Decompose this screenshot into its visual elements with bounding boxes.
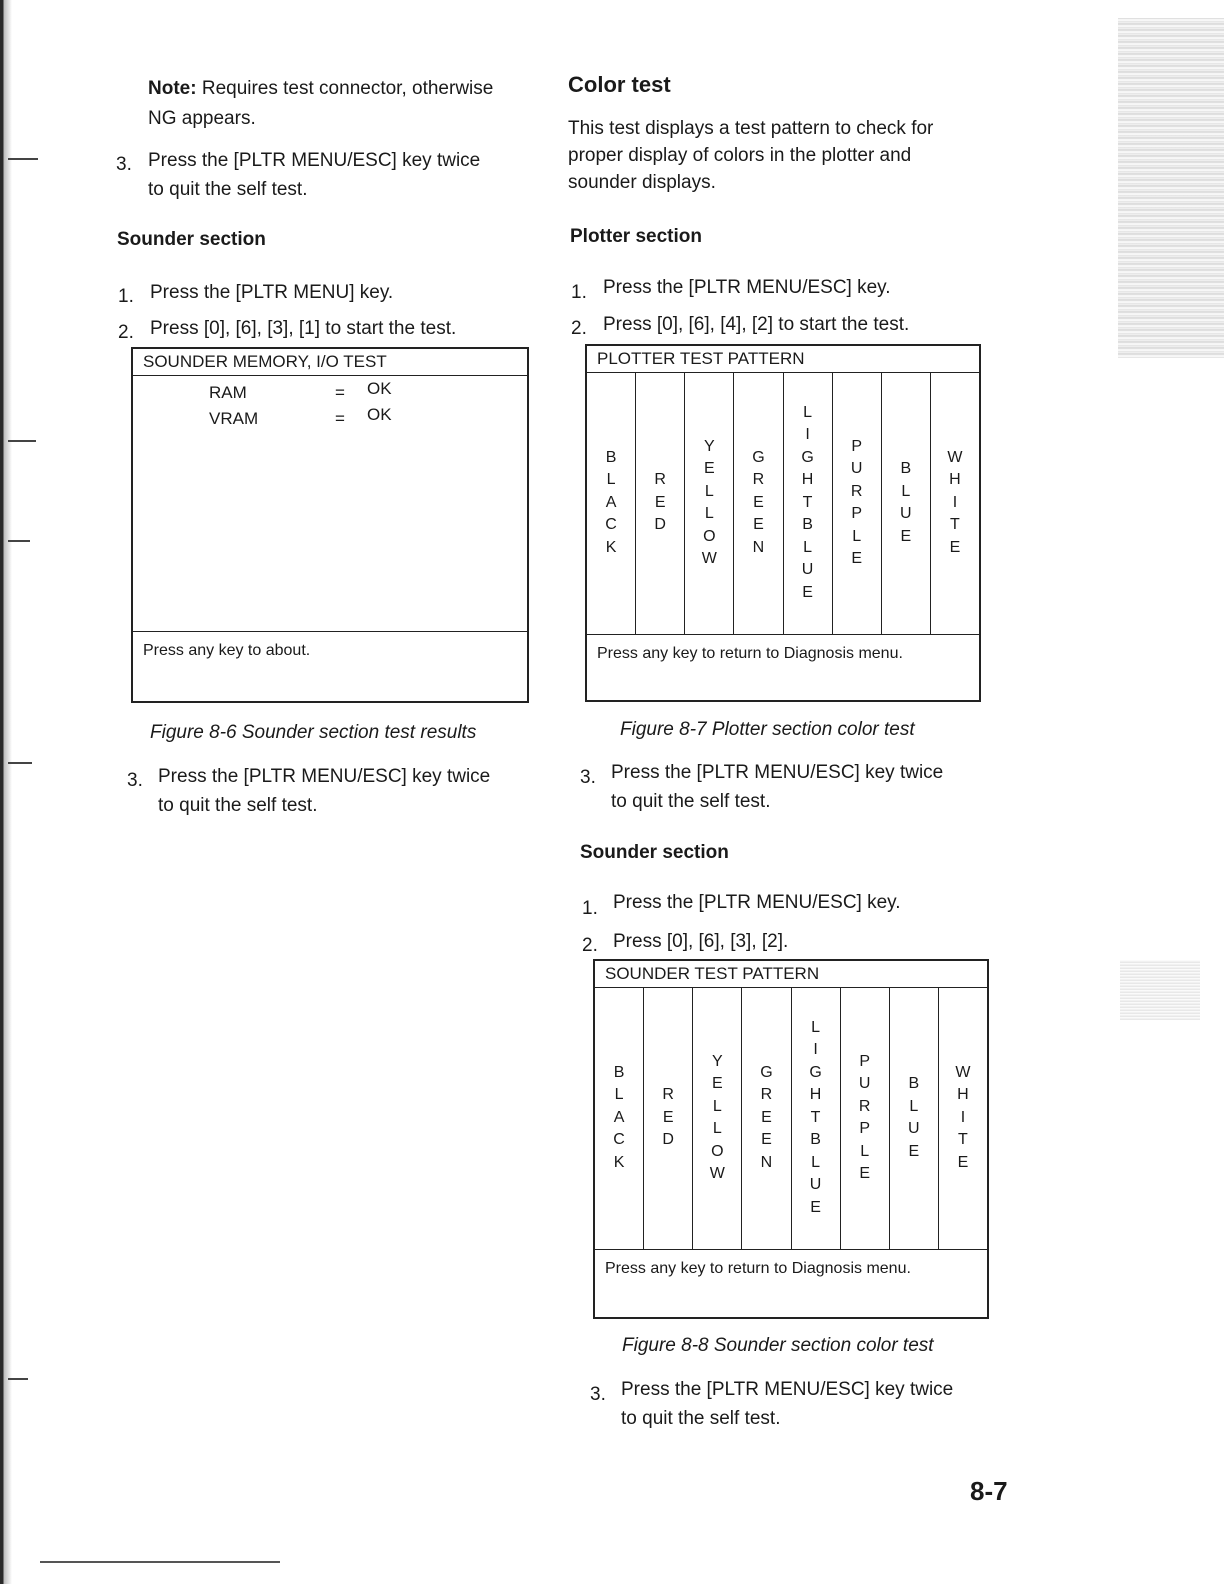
scan-mark bbox=[8, 158, 38, 160]
step-number: 3. bbox=[590, 1384, 606, 1405]
color-label: P U R P L E bbox=[858, 1052, 871, 1182]
screen-title: PLOTTER TEST PATTERN bbox=[587, 346, 979, 373]
scan-mark bbox=[8, 1378, 28, 1380]
note-text: Requires test connector, otherwise bbox=[196, 78, 494, 99]
mem-row-eq: = bbox=[335, 409, 345, 428]
step-text: Press the [PLTR MENU/ESC] key twice bbox=[621, 1379, 954, 1400]
mem-row-eq: = bbox=[335, 383, 345, 402]
step-text: Press the [PLTR MENU/ESC] key. bbox=[613, 892, 901, 913]
mem-row-name: RAM bbox=[209, 383, 247, 402]
scan-binding-edge bbox=[0, 0, 46, 1584]
step-number: 1. bbox=[582, 898, 598, 919]
step-number: 1. bbox=[571, 282, 587, 303]
color-column-lightblue bbox=[784, 372, 833, 634]
step-number: 2. bbox=[571, 318, 587, 339]
body-text: This test displays a test pattern to check for bbox=[568, 118, 934, 139]
color-column-purple bbox=[841, 987, 890, 1249]
step-number: 3. bbox=[116, 154, 132, 175]
section-heading: Sounder section bbox=[580, 842, 729, 863]
color-label: Y E L L O W bbox=[701, 437, 717, 567]
step-text: Press the [PLTR MENU/ESC] key twice bbox=[148, 150, 481, 171]
figure-caption: Figure 8-7 Plotter section color test bbox=[620, 719, 915, 740]
body-text: proper display of colors in the plotter and bbox=[568, 145, 912, 166]
step-number: 1. bbox=[118, 286, 134, 307]
color-label: G R E E N bbox=[760, 1063, 773, 1171]
color-label: R E D bbox=[662, 1086, 674, 1149]
color-column-lightblue bbox=[792, 987, 841, 1249]
color-label: W H I T E bbox=[955, 1063, 971, 1171]
color-label: P U R P L E bbox=[850, 437, 863, 567]
step-text: to quit the self test. bbox=[611, 791, 771, 812]
scan-mark bbox=[8, 540, 30, 542]
color-label: Y E L L O W bbox=[709, 1052, 725, 1182]
mem-row-value: OK bbox=[367, 405, 392, 424]
screen-title: SOUNDER MEMORY, I/O TEST bbox=[133, 349, 527, 376]
sounder-test-pattern-screen bbox=[593, 959, 989, 1319]
figure-caption: Figure 8-8 Sounder section color test bbox=[622, 1335, 934, 1356]
color-label: B L U E bbox=[908, 1075, 920, 1160]
sounder-memory-test-screen bbox=[131, 347, 529, 703]
step-text: to quit the self test. bbox=[621, 1408, 781, 1429]
step-text: to quit the self test. bbox=[148, 179, 308, 200]
page-number: 8-7 bbox=[970, 1476, 1008, 1506]
color-column-green bbox=[734, 372, 783, 634]
color-column-yellow bbox=[685, 372, 734, 634]
note-line bbox=[148, 74, 493, 103]
color-label: G R E E N bbox=[752, 448, 765, 556]
step-number: 2. bbox=[118, 322, 134, 343]
scan-noise-right bbox=[1118, 18, 1224, 358]
step-text: Press the [PLTR MENU] key. bbox=[150, 282, 394, 303]
color-column-blue bbox=[882, 372, 931, 634]
scan-noise-right bbox=[1120, 960, 1200, 1020]
section-heading: Plotter section bbox=[570, 226, 702, 247]
color-column-black bbox=[595, 987, 644, 1249]
screen-footer: Press any key to return to Diagnosis menu. bbox=[587, 634, 979, 700]
color-column-green bbox=[742, 987, 791, 1249]
step-text: Press the [PLTR MENU/ESC] key twice bbox=[158, 766, 491, 787]
step-number: 2. bbox=[582, 935, 598, 956]
mem-row-value: OK bbox=[367, 379, 392, 398]
scan-mark bbox=[8, 762, 32, 764]
step-text: Press the [PLTR MENU/ESC] key twice bbox=[611, 762, 944, 783]
color-column-black bbox=[587, 372, 636, 634]
note-label: Note: bbox=[148, 78, 197, 99]
color-column-blue bbox=[890, 987, 939, 1249]
screen-footer: Press any key to about. bbox=[133, 631, 527, 701]
step-text: Press [0], [6], [4], [2] to start the test. bbox=[603, 314, 910, 335]
section-heading: Sounder section bbox=[117, 229, 266, 250]
step-text: Press [0], [6], [3], [1] to start the test. bbox=[150, 318, 457, 339]
step-text: to quit the self test. bbox=[158, 795, 318, 816]
color-column-white bbox=[931, 372, 979, 634]
color-column-white bbox=[939, 987, 987, 1249]
figure-caption: Figure 8-6 Sounder section test results bbox=[150, 722, 477, 743]
color-columns bbox=[587, 372, 979, 634]
mem-row-name: VRAM bbox=[209, 409, 259, 428]
step-number: 3. bbox=[127, 770, 143, 791]
step-text: Press the [PLTR MENU/ESC] key. bbox=[603, 277, 891, 298]
color-label: B L U E bbox=[900, 460, 912, 545]
color-label: B L A C K bbox=[613, 1063, 625, 1171]
scan-mark bbox=[8, 440, 36, 442]
color-column-red bbox=[644, 987, 693, 1249]
color-label: L I G H T B L U E bbox=[801, 403, 814, 601]
color-column-red bbox=[636, 372, 685, 634]
bottom-rule bbox=[40, 1561, 280, 1563]
section-heading: Color test bbox=[568, 72, 671, 97]
color-column-purple bbox=[833, 372, 882, 634]
color-label: R E D bbox=[654, 471, 666, 534]
note-line-2: NG appears. bbox=[148, 108, 256, 129]
screen-title: SOUNDER TEST PATTERN bbox=[595, 961, 987, 988]
body-text: sounder displays. bbox=[568, 172, 716, 193]
step-number: 3. bbox=[580, 767, 596, 788]
step-text: Press [0], [6], [3], [2]. bbox=[613, 931, 789, 952]
color-label: L I G H T B L U E bbox=[809, 1018, 822, 1216]
color-label: W H I T E bbox=[947, 448, 963, 556]
plotter-test-pattern-screen bbox=[585, 344, 981, 702]
screen-footer: Press any key to return to Diagnosis menu. bbox=[595, 1249, 987, 1317]
color-column-yellow bbox=[693, 987, 742, 1249]
color-columns bbox=[595, 987, 987, 1249]
color-label: B L A C K bbox=[605, 448, 617, 556]
